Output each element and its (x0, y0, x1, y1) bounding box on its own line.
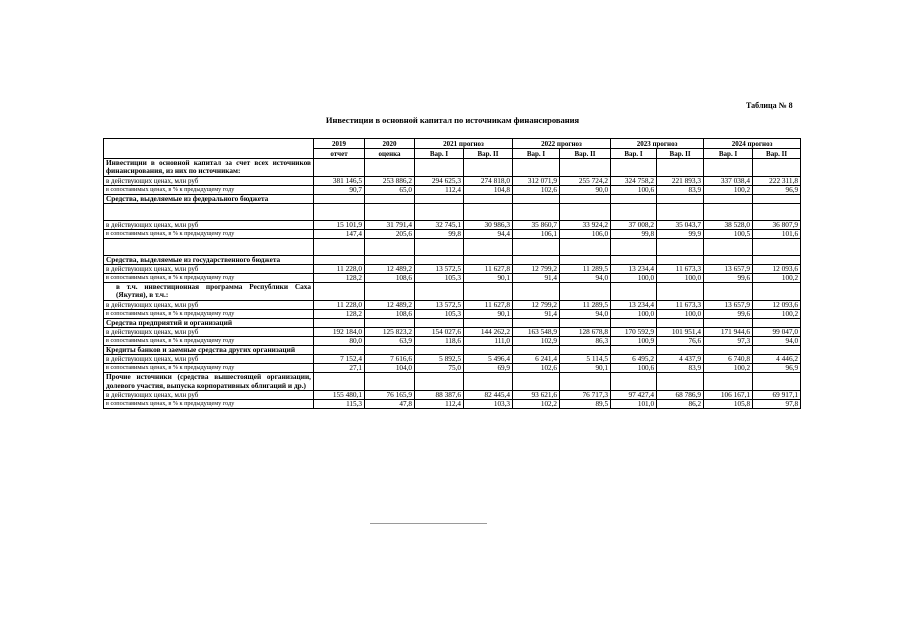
empty-cell (753, 255, 801, 264)
section-row (104, 346, 801, 355)
value-cell: 4 437,9 (657, 355, 704, 364)
empty-cell (560, 283, 611, 301)
value-cell: 312 071,9 (513, 176, 560, 185)
value-cell: 94,0 (560, 309, 611, 318)
empty-cell (365, 159, 415, 177)
value-cell: 91,4 (513, 274, 560, 283)
empty-cell (704, 283, 753, 301)
header-blank-cell (104, 139, 314, 159)
value-cell: 33 924,2 (560, 220, 611, 229)
value-cell: 36 807,9 (753, 220, 801, 229)
value-cell: 75,0 (415, 364, 464, 373)
row-label: в действующих ценах, млн руб (104, 390, 314, 399)
row-label: в действующих ценах, млн руб (104, 176, 314, 185)
percent-row (104, 229, 801, 238)
row-label: в действующих ценах, млн руб (104, 328, 314, 337)
value-cell: 125 823,2 (365, 328, 415, 337)
value-cell: 100,2 (704, 364, 753, 373)
empty-cell (657, 318, 704, 327)
value-cell: 99,8 (415, 229, 464, 238)
value-cell: 100,6 (611, 364, 657, 373)
page-title: Инвестиции в основной капитал по источникам финансирования (325, 115, 580, 125)
section-row (104, 194, 801, 203)
empty-cell (657, 194, 704, 203)
value-cell: 99 047,0 (753, 328, 801, 337)
value-cell: 101 951,4 (657, 328, 704, 337)
value-cell: 100,2 (753, 309, 801, 318)
value-cell: 31 791,4 (365, 220, 415, 229)
value-cell: 108,6 (365, 309, 415, 318)
empty-cell (704, 194, 753, 203)
empty-cell (365, 255, 415, 264)
value-cell: 111,0 (464, 337, 513, 346)
blank-cell (704, 203, 753, 220)
section-row (104, 159, 801, 177)
value-cell: 90,1 (464, 309, 513, 318)
value-cell: 147,4 (314, 229, 365, 238)
empty-cell (314, 283, 365, 301)
value-cell: 102,9 (513, 337, 560, 346)
value-cell: 94,0 (753, 337, 801, 346)
value-cell: 104,0 (365, 364, 415, 373)
value-cell: 11 228,0 (314, 265, 365, 274)
forecast-header-2023: 2023 прогноз (611, 139, 704, 149)
blank-cell (415, 203, 464, 220)
value-cell: 11 673,3 (657, 265, 704, 274)
value-cell: 11 627,8 (464, 265, 513, 274)
empty-cell (657, 159, 704, 177)
empty-cell (560, 255, 611, 264)
value-cell: 163 548,9 (513, 328, 560, 337)
blank-cell (365, 238, 415, 255)
section-label: Средства предприятий и организаций (104, 318, 314, 327)
value-cell: 192 184,0 (314, 328, 365, 337)
value-cell: 86,3 (560, 337, 611, 346)
forecast-header-2022: 2022 прогноз (513, 139, 611, 149)
blank-cell (611, 238, 657, 255)
empty-cell (513, 159, 560, 177)
empty-cell (704, 159, 753, 177)
value-cell: 100,6 (611, 185, 657, 194)
table-body (104, 159, 801, 409)
value-cell: 102,6 (513, 364, 560, 373)
blank-cell (704, 238, 753, 255)
row-label: в сопоставимых ценах, в % к предыдущему году (104, 364, 314, 373)
blank-cell (657, 238, 704, 255)
value-cell: 102,2 (513, 399, 560, 408)
value-cell: 255 724,2 (560, 176, 611, 185)
value-cell: 128,2 (314, 309, 365, 318)
row-label: в действующих ценах, млн руб (104, 355, 314, 364)
value-cell: 100,0 (611, 274, 657, 283)
variant-header: Вар. I (415, 149, 464, 159)
variant-header: Вар. II (657, 149, 704, 159)
variant-header: Вар. II (560, 149, 611, 159)
value-cell: 90,1 (560, 364, 611, 373)
value-cell: 100,0 (657, 274, 704, 283)
value-cell: 128,2 (314, 274, 365, 283)
empty-cell (365, 283, 415, 301)
value-cell: 101,0 (611, 399, 657, 408)
variant-header: Вар. I (704, 149, 753, 159)
value-cell: 89,5 (560, 399, 611, 408)
empty-cell (704, 318, 753, 327)
year-header-2019: 2019 (314, 139, 365, 149)
value-cell: 13 657,9 (704, 265, 753, 274)
empty-cell (415, 346, 464, 355)
row-label: в действующих ценах, млн руб (104, 220, 314, 229)
value-cell: 11 228,0 (314, 300, 365, 309)
value-cell: 112,4 (415, 399, 464, 408)
empty-cell (753, 194, 801, 203)
value-cell: 65,0 (365, 185, 415, 194)
value-cell: 105,8 (704, 399, 753, 408)
empty-cell (464, 346, 513, 355)
value-cell: 11 289,5 (560, 265, 611, 274)
empty-cell (314, 373, 365, 391)
value-cell: 205,6 (365, 229, 415, 238)
value-cell: 11 289,5 (560, 300, 611, 309)
empty-cell (513, 194, 560, 203)
row-label: в действующих ценах, млн руб (104, 265, 314, 274)
empty-cell (753, 373, 801, 391)
row-label: в сопоставимых ценах, в % к предыдущему году (104, 185, 314, 194)
value-cell: 68 786,9 (657, 390, 704, 399)
blank-row (104, 203, 801, 220)
value-cell: 88 387,6 (415, 390, 464, 399)
empty-cell (704, 373, 753, 391)
value-cell: 11 673,3 (657, 300, 704, 309)
value-cell: 144 262,2 (464, 328, 513, 337)
value-cell: 96,9 (753, 364, 801, 373)
value-cell: 7 616,6 (365, 355, 415, 364)
empty-cell (753, 159, 801, 177)
value-cell: 102,6 (513, 185, 560, 194)
value-cell: 6 740,8 (704, 355, 753, 364)
empty-cell (560, 194, 611, 203)
value-cell: 93 621,6 (513, 390, 560, 399)
empty-cell (415, 255, 464, 264)
blank-cell (753, 203, 801, 220)
value-cell: 274 818,0 (464, 176, 513, 185)
blank-cell (657, 203, 704, 220)
value-row (104, 390, 801, 399)
value-cell: 76 165,9 (365, 390, 415, 399)
year-sub-2019: отчет (314, 149, 365, 159)
value-cell: 104,8 (464, 185, 513, 194)
percent-row (104, 185, 801, 194)
value-row (104, 300, 801, 309)
investment-table (103, 138, 801, 409)
variant-header: Вар. I (513, 149, 560, 159)
empty-cell (611, 194, 657, 203)
forecast-header-2024: 2024 прогноз (704, 139, 801, 149)
value-cell: 337 038,4 (704, 176, 753, 185)
blank-cell (365, 203, 415, 220)
empty-cell (415, 373, 464, 391)
empty-cell (513, 255, 560, 264)
value-cell: 91,4 (513, 309, 560, 318)
value-cell: 324 758,2 (611, 176, 657, 185)
empty-cell (753, 283, 801, 301)
value-cell: 30 986,3 (464, 220, 513, 229)
value-cell: 118,6 (415, 337, 464, 346)
empty-cell (753, 318, 801, 327)
value-cell: 97 427,4 (611, 390, 657, 399)
empty-cell (415, 318, 464, 327)
value-cell: 155 480,1 (314, 390, 365, 399)
empty-cell (560, 346, 611, 355)
value-cell: 105,3 (415, 274, 464, 283)
variant-header: Вар. I (611, 149, 657, 159)
row-label: в действующих ценах, млн руб (104, 300, 314, 309)
value-cell: 128 678,8 (560, 328, 611, 337)
value-cell: 90,0 (560, 185, 611, 194)
value-cell: 221 893,3 (657, 176, 704, 185)
value-cell: 11 627,8 (464, 300, 513, 309)
section-label: Средства, выделяемые из федерального бюджета (104, 194, 314, 203)
value-cell: 13 234,4 (611, 300, 657, 309)
row-label: в сопоставимых ценах, в % к предыдущему году (104, 309, 314, 318)
percent-row (104, 364, 801, 373)
value-cell: 100,0 (611, 309, 657, 318)
blank-cell (104, 238, 314, 255)
empty-cell (753, 346, 801, 355)
value-cell: 96,9 (753, 185, 801, 194)
variant-header: Вар. II (753, 149, 801, 159)
empty-cell (657, 283, 704, 301)
empty-cell (365, 318, 415, 327)
percent-row (104, 337, 801, 346)
value-cell: 15 101,9 (314, 220, 365, 229)
empty-cell (704, 255, 753, 264)
value-cell: 105,3 (415, 309, 464, 318)
value-cell: 99,9 (657, 229, 704, 238)
percent-row (104, 274, 801, 283)
empty-cell (314, 194, 365, 203)
value-cell: 12 799,2 (513, 265, 560, 274)
value-cell: 94,4 (464, 229, 513, 238)
value-cell: 13 657,9 (704, 300, 753, 309)
value-cell: 69,9 (464, 364, 513, 373)
value-row (104, 265, 801, 274)
value-cell: 100,0 (657, 309, 704, 318)
empty-cell (314, 255, 365, 264)
section-row (104, 318, 801, 327)
empty-cell (314, 159, 365, 177)
value-cell: 12 489,2 (365, 300, 415, 309)
forecast-header-2021: 2021 прогноз (415, 139, 513, 149)
value-cell: 90,1 (464, 274, 513, 283)
empty-cell (464, 318, 513, 327)
value-cell: 13 234,4 (611, 265, 657, 274)
value-cell: 47,8 (365, 399, 415, 408)
value-cell: 170 592,9 (611, 328, 657, 337)
empty-cell (704, 346, 753, 355)
empty-cell (513, 283, 560, 301)
value-cell: 5 496,4 (464, 355, 513, 364)
empty-cell (560, 159, 611, 177)
empty-cell (464, 283, 513, 301)
blank-cell (560, 203, 611, 220)
value-cell: 76,6 (657, 337, 704, 346)
row-label: в сопоставимых ценах, в % к предыдущему году (104, 274, 314, 283)
blank-cell (513, 203, 560, 220)
value-cell: 100,2 (753, 274, 801, 283)
year-sub-2020: оценка (365, 149, 415, 159)
value-cell: 83,9 (657, 364, 704, 373)
empty-cell (611, 255, 657, 264)
blank-cell (753, 238, 801, 255)
value-cell: 13 572,5 (415, 265, 464, 274)
variant-header: Вар. II (464, 149, 513, 159)
empty-cell (365, 346, 415, 355)
empty-cell (560, 373, 611, 391)
empty-cell (611, 346, 657, 355)
value-cell: 90,7 (314, 185, 365, 194)
value-cell: 101,6 (753, 229, 801, 238)
value-cell: 5 892,5 (415, 355, 464, 364)
value-cell: 37 008,2 (611, 220, 657, 229)
empty-cell (611, 159, 657, 177)
section-label: Средства, выделяемые из государственного бюджета (104, 255, 314, 264)
value-cell: 12 093,6 (753, 265, 801, 274)
value-cell: 97,8 (753, 399, 801, 408)
value-cell: 38 528,0 (704, 220, 753, 229)
empty-cell (464, 373, 513, 391)
value-cell: 222 311,8 (753, 176, 801, 185)
year-header-2020: 2020 (365, 139, 415, 149)
value-cell: 7 152,4 (314, 355, 365, 364)
empty-cell (415, 283, 464, 301)
value-cell: 12 489,2 (365, 265, 415, 274)
row-label: в сопоставимых ценах, в % к предыдущему году (104, 399, 314, 408)
blank-cell (611, 203, 657, 220)
value-cell: 97,3 (704, 337, 753, 346)
value-cell: 106,1 (513, 229, 560, 238)
value-cell: 171 944,6 (704, 328, 753, 337)
percent-row (104, 309, 801, 318)
value-cell: 100,5 (704, 229, 753, 238)
value-cell: 69 917,1 (753, 390, 801, 399)
value-cell: 115,3 (314, 399, 365, 408)
value-cell: 94,0 (560, 274, 611, 283)
value-cell: 4 446,2 (753, 355, 801, 364)
empty-cell (513, 318, 560, 327)
empty-cell (657, 346, 704, 355)
percent-row (104, 399, 801, 408)
empty-cell (513, 346, 560, 355)
section-row (104, 255, 801, 264)
value-cell: 6 495,2 (611, 355, 657, 364)
empty-cell (464, 194, 513, 203)
blank-cell (464, 238, 513, 255)
value-cell: 80,0 (314, 337, 365, 346)
section-label: Кредиты банков и заемные средства других организаций (104, 346, 314, 355)
footer-divider (370, 523, 487, 524)
value-cell: 82 445,4 (464, 390, 513, 399)
blank-cell (104, 203, 314, 220)
section-row (104, 373, 801, 391)
value-cell: 100,9 (611, 337, 657, 346)
value-cell: 86,2 (657, 399, 704, 408)
section-label: Инвестиции в основной капитал за счет всех источников финансирования, из них по источникам: (104, 159, 314, 177)
value-cell: 83,9 (657, 185, 704, 194)
empty-cell (657, 255, 704, 264)
blank-cell (314, 238, 365, 255)
value-cell: 106,0 (560, 229, 611, 238)
row-label: в сопоставимых ценах, в % к предыдущему году (104, 337, 314, 346)
value-cell: 27,1 (314, 364, 365, 373)
section-label: Прочие источники (средства вышестоящей организации, долевого участия, выпуска корпоративных облигаций и др.) (104, 373, 314, 391)
blank-cell (464, 203, 513, 220)
value-cell: 35 860,7 (513, 220, 560, 229)
empty-cell (365, 373, 415, 391)
value-cell: 103,3 (464, 399, 513, 408)
value-cell: 13 572,5 (415, 300, 464, 309)
value-cell: 106 167,1 (704, 390, 753, 399)
section-row (104, 283, 801, 301)
value-cell: 112,4 (415, 185, 464, 194)
row-label: в сопоставимых ценах, в % к предыдущему году (104, 229, 314, 238)
value-cell: 253 886,2 (365, 176, 415, 185)
empty-cell (314, 318, 365, 327)
empty-cell (611, 318, 657, 327)
empty-cell (657, 373, 704, 391)
value-cell: 76 717,3 (560, 390, 611, 399)
value-cell: 99,6 (704, 274, 753, 283)
empty-cell (464, 159, 513, 177)
table-number: Таблица № 8 (746, 101, 793, 110)
empty-cell (415, 194, 464, 203)
value-cell: 99,6 (704, 309, 753, 318)
value-cell: 294 625,3 (415, 176, 464, 185)
blank-cell (560, 238, 611, 255)
empty-cell (611, 373, 657, 391)
value-row (104, 328, 801, 337)
value-row (104, 355, 801, 364)
value-cell: 35 043,7 (657, 220, 704, 229)
value-cell: 154 027,6 (415, 328, 464, 337)
value-cell: 63,9 (365, 337, 415, 346)
empty-cell (611, 283, 657, 301)
value-row (104, 176, 801, 185)
empty-cell (560, 318, 611, 327)
empty-cell (314, 346, 365, 355)
value-cell: 99,8 (611, 229, 657, 238)
blank-cell (415, 238, 464, 255)
value-cell: 12 799,2 (513, 300, 560, 309)
value-cell: 32 745,1 (415, 220, 464, 229)
empty-cell (464, 255, 513, 264)
value-cell: 381 146,5 (314, 176, 365, 185)
section-label: в т.ч. инвестиционная программа Республики Саха (Якутия), в т.ч.: (104, 283, 314, 301)
value-row (104, 220, 801, 229)
header-row-top (104, 139, 801, 149)
value-cell: 5 114,5 (560, 355, 611, 364)
empty-cell (513, 373, 560, 391)
value-cell: 108,6 (365, 274, 415, 283)
value-cell: 100,2 (704, 185, 753, 194)
blank-cell (513, 238, 560, 255)
empty-cell (415, 159, 464, 177)
value-cell: 12 093,6 (753, 300, 801, 309)
blank-cell (314, 203, 365, 220)
blank-row (104, 238, 801, 255)
value-cell: 6 241,4 (513, 355, 560, 364)
empty-cell (365, 194, 415, 203)
